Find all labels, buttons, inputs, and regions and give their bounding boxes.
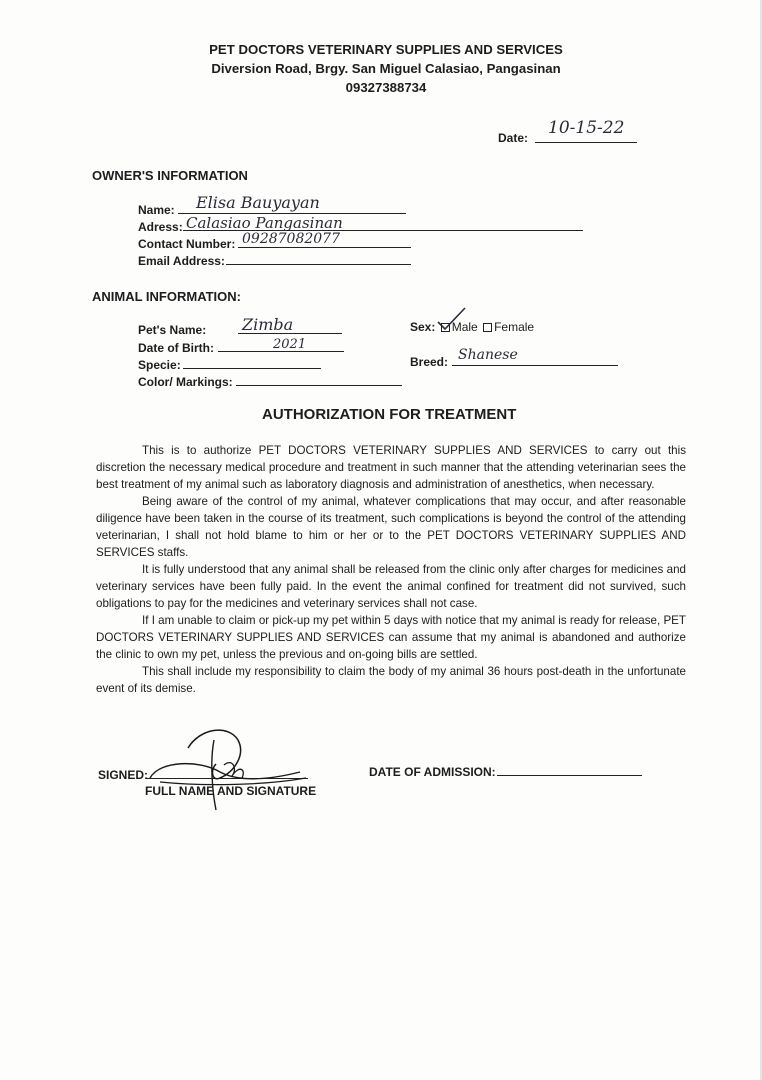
female-option-label: Female: [494, 320, 535, 334]
female-checkbox[interactable]: [483, 323, 492, 332]
dob-value: 2021: [273, 337, 307, 352]
address-label: Adress:: [138, 220, 183, 234]
company-phone: 09327388734: [345, 80, 427, 95]
address-value: Calasiao Pangasinan: [186, 214, 343, 232]
paragraph-authorize: This is to authorize PET DOCTORS VETERINARY SUPPLIES AND SERVICES to carry out this discretion the necessary medical procedure and treatment in such manner that the attending veterinarian sees the best treatment of my animal such as laboratory diagnosis and administration of anesthetics, when necessary.: [96, 444, 686, 491]
signed-label: SIGNED:: [98, 768, 149, 782]
animal-heading: ANIMAL INFORMATION:: [92, 289, 241, 304]
contact-line: [238, 247, 411, 248]
color-line: [236, 385, 402, 386]
admission-label: DATE OF ADMISSION:: [369, 765, 496, 779]
email-line: [226, 264, 411, 265]
date-label: Date:: [498, 131, 529, 145]
pet-name-value: Zimba: [242, 315, 294, 334]
contact-label: Contact Number:: [138, 237, 236, 251]
specie-line: [183, 368, 321, 369]
paragraph-complications: Being aware of the control of my animal, whatever complications that may occur, and after reasonable diligence have been taken in the course of its treatment, such complications is beyond the control of the attending veterinarian, I shall not hold blame to him or her or to the PET DOCTORS VETERINARY SUPPLIES AND SERVICES staffs.: [96, 495, 686, 559]
sex-field: [410, 320, 534, 334]
authorization-body: [96, 442, 686, 697]
date-value: 10-15-22: [548, 118, 625, 138]
specie-label: Specie:: [138, 358, 181, 372]
sex-label: Sex:: [410, 320, 436, 334]
company-address: Diversion Road, Brgy. San Miguel Calasiao, Pangasinan: [211, 61, 561, 76]
paragraph-abandonment: If I am unable to claim or pick-up my pet within 5 days with notice that my animal is ready for release, PET DOCTORS VETERINARY SUPPLIES AND SERVICES can assume that my animal is abandoned and authorize the clinic to own my pet, unless the previous and on-going bills are settled.: [96, 614, 686, 661]
owner-heading: OWNER'S INFORMATION: [92, 168, 248, 183]
email-label: Email Address:: [138, 254, 225, 268]
breed-line: [452, 365, 618, 366]
checkmark-icon: [436, 306, 468, 332]
paragraph-post-death: This shall include my responsibility to claim the body of my animal 36 hours post-death in the unfortunate event of its demise.: [96, 665, 686, 695]
name-value: Elisa Bauyayan: [196, 193, 320, 212]
handwritten-signature: [140, 720, 320, 815]
male-option-label: Male: [451, 320, 478, 334]
authorization-title: AUTHORIZATION FOR TREATMENT: [262, 406, 517, 423]
date-line: [535, 142, 637, 143]
name-label: Name:: [138, 203, 175, 217]
paragraph-payment: It is fully understood that any animal shall be released from the clinic only after charges for medicines and veterinary services have been fully paid. In the event the animal confined for treatment did not survived, such obligations to pay for the medicines and veterinary services shall not case.: [96, 563, 686, 610]
breed-label: Breed:: [410, 355, 449, 369]
signature-caption: FULL NAME AND SIGNATURE: [145, 784, 317, 798]
color-label: Color/ Markings:: [138, 375, 233, 389]
breed-value: Shanese: [458, 347, 518, 363]
company-name: PET DOCTORS VETERINARY SUPPLIES AND SERVICES: [209, 42, 563, 57]
contact-value: 09287082077: [242, 231, 340, 247]
admission-line: [497, 775, 642, 776]
dob-label: Date of Birth:: [138, 341, 214, 355]
pet-name-label: Pet's Name:: [138, 323, 207, 337]
